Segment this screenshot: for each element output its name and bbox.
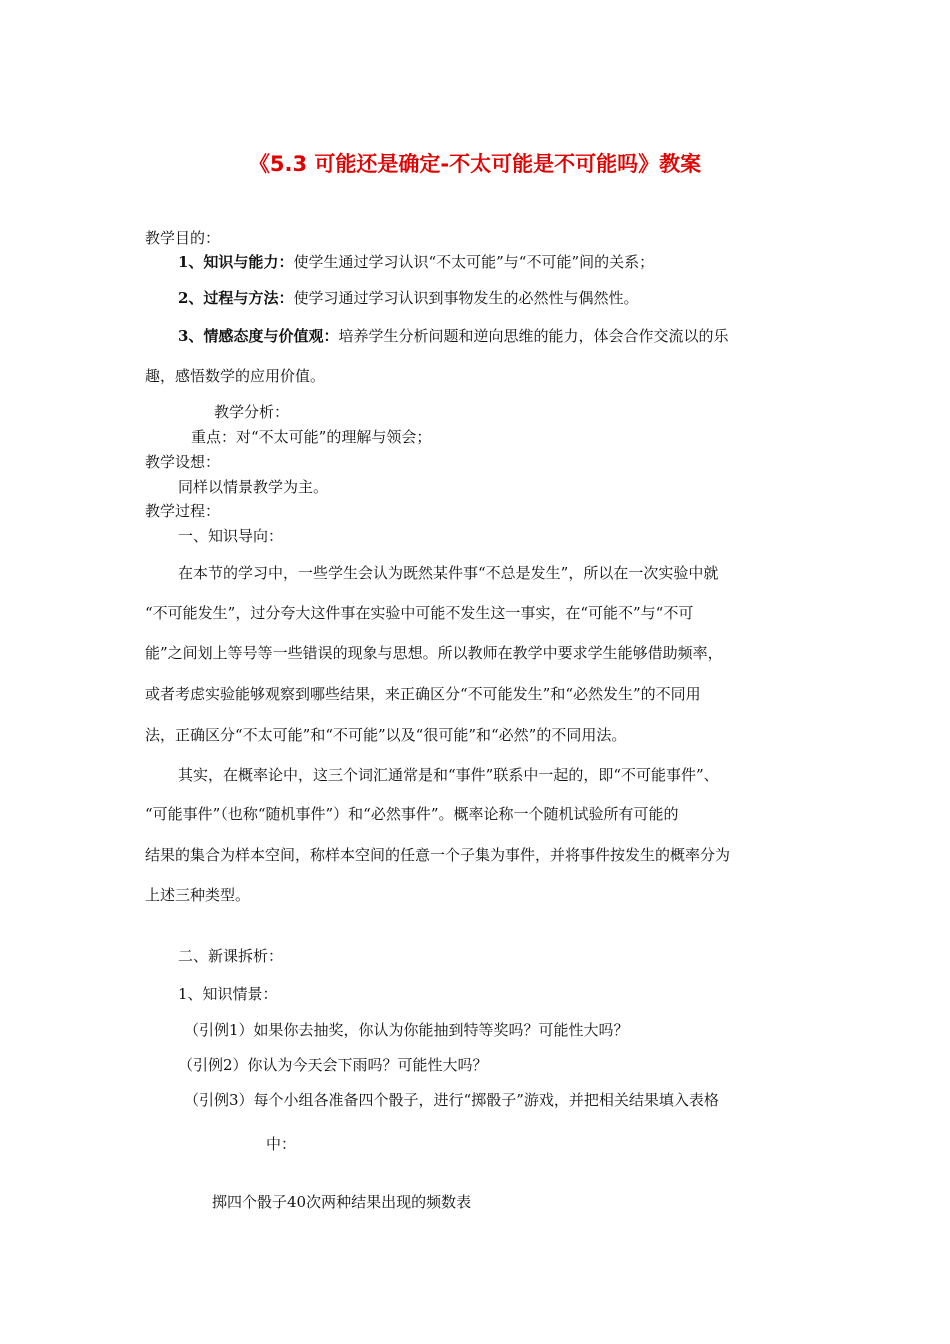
objective-3-label: 3、情感态度与价值观： (178, 327, 339, 345)
paragraph-1-line: “不可能发生”，过分夸大这件事在实验中可能不发生这一事实，在“可能不”与“不可 (145, 604, 694, 622)
section-2-heading: 二、新课拆析： (178, 947, 284, 965)
example-3: （引例3）每个小组各准备四个骰子，进行“掷骰子”游戏，并把相关结果填入表格 (184, 1091, 719, 1109)
process-heading: 教学过程： (145, 502, 221, 520)
objective-2 (178, 288, 638, 308)
paragraph-1-line: 在本节的学习中，一些学生会认为既然某件事“不总是发生”，所以在一次实验中就 (178, 564, 719, 582)
analysis-key-point: 重点：对“不太可能”的理解与领会； (191, 428, 432, 446)
objective-3 (178, 326, 728, 346)
table-caption: 掷四个骰子40次两种结果出现的频数表 (212, 1193, 472, 1211)
example-3-continued: 中： (266, 1135, 297, 1153)
paragraph-1-line: 能”之间划上等号等一些错误的现象与思想。所以教师在教学中要求学生能够借助频率， (145, 644, 723, 662)
objective-1-text: 使学生通过学习认识“不太可能”与“不可能”间的关系； (293, 253, 655, 271)
paragraph-1-line: 或者考虑实验能够观察到哪些结果，来正确区分“不可能发生”和“必然发生”的不同用 (145, 685, 701, 703)
design-heading: 教学设想： (145, 453, 221, 471)
subsection-1-heading: 1、知识情景： (178, 985, 278, 1003)
paragraph-1-line: 法，正确区分“不太可能”和“不可能”以及“很可能”和“必然”的不同用法。 (145, 726, 627, 744)
objective-2-text: 使学习通过学习认识到事物发生的必然性与偶然性。 (293, 289, 639, 307)
example-2: （引例2）你认为今天会下雨吗？可能性大吗？ (178, 1056, 488, 1074)
objective-1 (178, 252, 654, 272)
objective-2-label: 2、过程与方法： (178, 289, 294, 307)
objectives-heading: 教学目的： (145, 229, 221, 247)
design-text: 同样以情景教学为主。 (178, 478, 329, 496)
paragraph-2-line: “可能事件”（也称“随机事件”）和“必然事件”。概率论称一个随机试验所有可能的 (145, 805, 679, 823)
paragraph-2-line: 其实，在概率论中，这三个词汇通常是和“事件”联系中一起的，即“不可能事件”、 (178, 766, 719, 784)
section-1-heading: 一、知识导向： (178, 527, 284, 545)
example-1: （引例1）如果你去抽奖，你认为你能抽到特等奖吗？可能性大吗？ (184, 1021, 629, 1039)
document-title: 《5.3 可能还是确定-不太可能是不可能吗》教案 (248, 152, 702, 176)
objective-3-text: 培养学生分析问题和逆向思维的能力，体会合作交流以的乐 (338, 327, 729, 345)
paragraph-2-line: 上述三种类型。 (145, 886, 251, 904)
objective-3-continued: 趣，感悟数学的应用价值。 (145, 367, 326, 385)
objective-1-label: 1、知识与能力： (178, 253, 294, 271)
analysis-heading: 教学分析： (214, 403, 290, 421)
paragraph-2-line: 结果的集合为样本空间，称样本空间的任意一个子集为事件，并将事件按发生的概率分为 (145, 846, 731, 864)
